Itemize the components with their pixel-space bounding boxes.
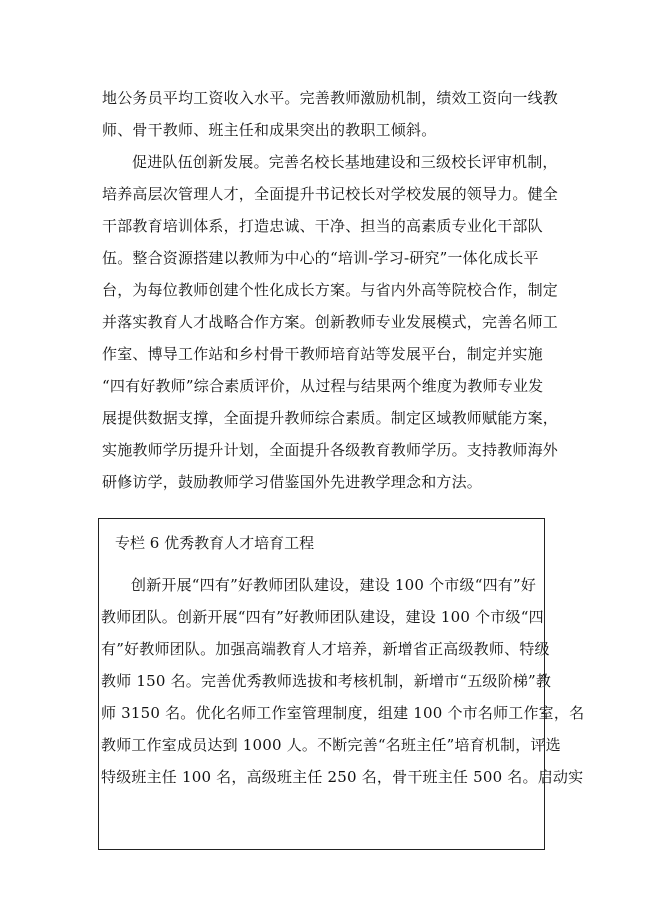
column-box-line: 特级班主任 100 名，高级班主任 250 名，骨干班主任 500 名。启动实	[101, 768, 584, 786]
column-box-title: 专栏 6 优秀教育人才培育工程	[115, 534, 315, 552]
body-text-line: 作室、博导工作站和乡村骨干教师培育站等发展平台，制定并实施	[102, 345, 543, 363]
body-text-line: “四有好教师”综合素质评价，从过程与结果两个维度为教师专业发	[102, 377, 544, 395]
body-text-line: 研修访学，鼓励教师学习借鉴国外先进教学理念和方法。	[102, 473, 483, 491]
body-text-line: 地公务员平均工资收入水平。完善教师激励机制，绩效工资向一线教	[102, 89, 559, 107]
body-text-line: 台，为每位教师创建个性化成长方案。与省内外高等院校合作，制定	[102, 281, 559, 299]
body-text-line: 干部教育培训体系，打造忠诚、干净、担当的高素质专业化干部队	[102, 217, 543, 235]
body-text-line: 培养高层次管理人才，全面提升书记校长对学校发展的领导力。健全	[102, 185, 559, 203]
body-text-line: 实施教师学历提升计划，全面提升各级教育教师学历。支持教师海外	[102, 441, 559, 459]
body-text-line: 师、骨干教师、班主任和成果突出的教职工倾斜。	[102, 121, 437, 139]
column-box-line: 教师 150 名。完善优秀教师选拔和考核机制，新增市“五级阶梯”教	[101, 672, 552, 690]
column-box-line: 创新开展“四有”好教师团队建设，建设 100 个市级“四有”好	[131, 576, 537, 594]
column-box-line: 师 3150 名。优化名师工作室管理制度，组建 100 个市名师工作室，名	[101, 704, 585, 722]
body-text-line: 并落实教育人才战略合作方案。创新教师专业发展模式，完善名师工	[102, 313, 559, 331]
column-box	[98, 518, 585, 850]
column-box-line: 教师团队。创新开展“四有”好教师团队建设，建设 100 个市级“四	[101, 608, 544, 626]
column-box-line: 有”好教师团队。加强高端教育人才培养，新增省正高级教师、特级	[101, 640, 550, 658]
column-box-line: 教师工作室成员达到 1000 人。不断完善“名班主任”培育机制，评选	[101, 736, 561, 754]
body-text-line: 促进队伍创新发展。完善名校长基地建设和三级校长评审机制，	[132, 153, 558, 171]
body-text-line: 伍。整合资源搭建以教师为中心的“培训-学习-研究”一体化成长平	[102, 249, 539, 267]
body-text-line: 展提供数据支撑，全面提升教师综合素质。制定区域教师赋能方案，	[102, 409, 559, 427]
